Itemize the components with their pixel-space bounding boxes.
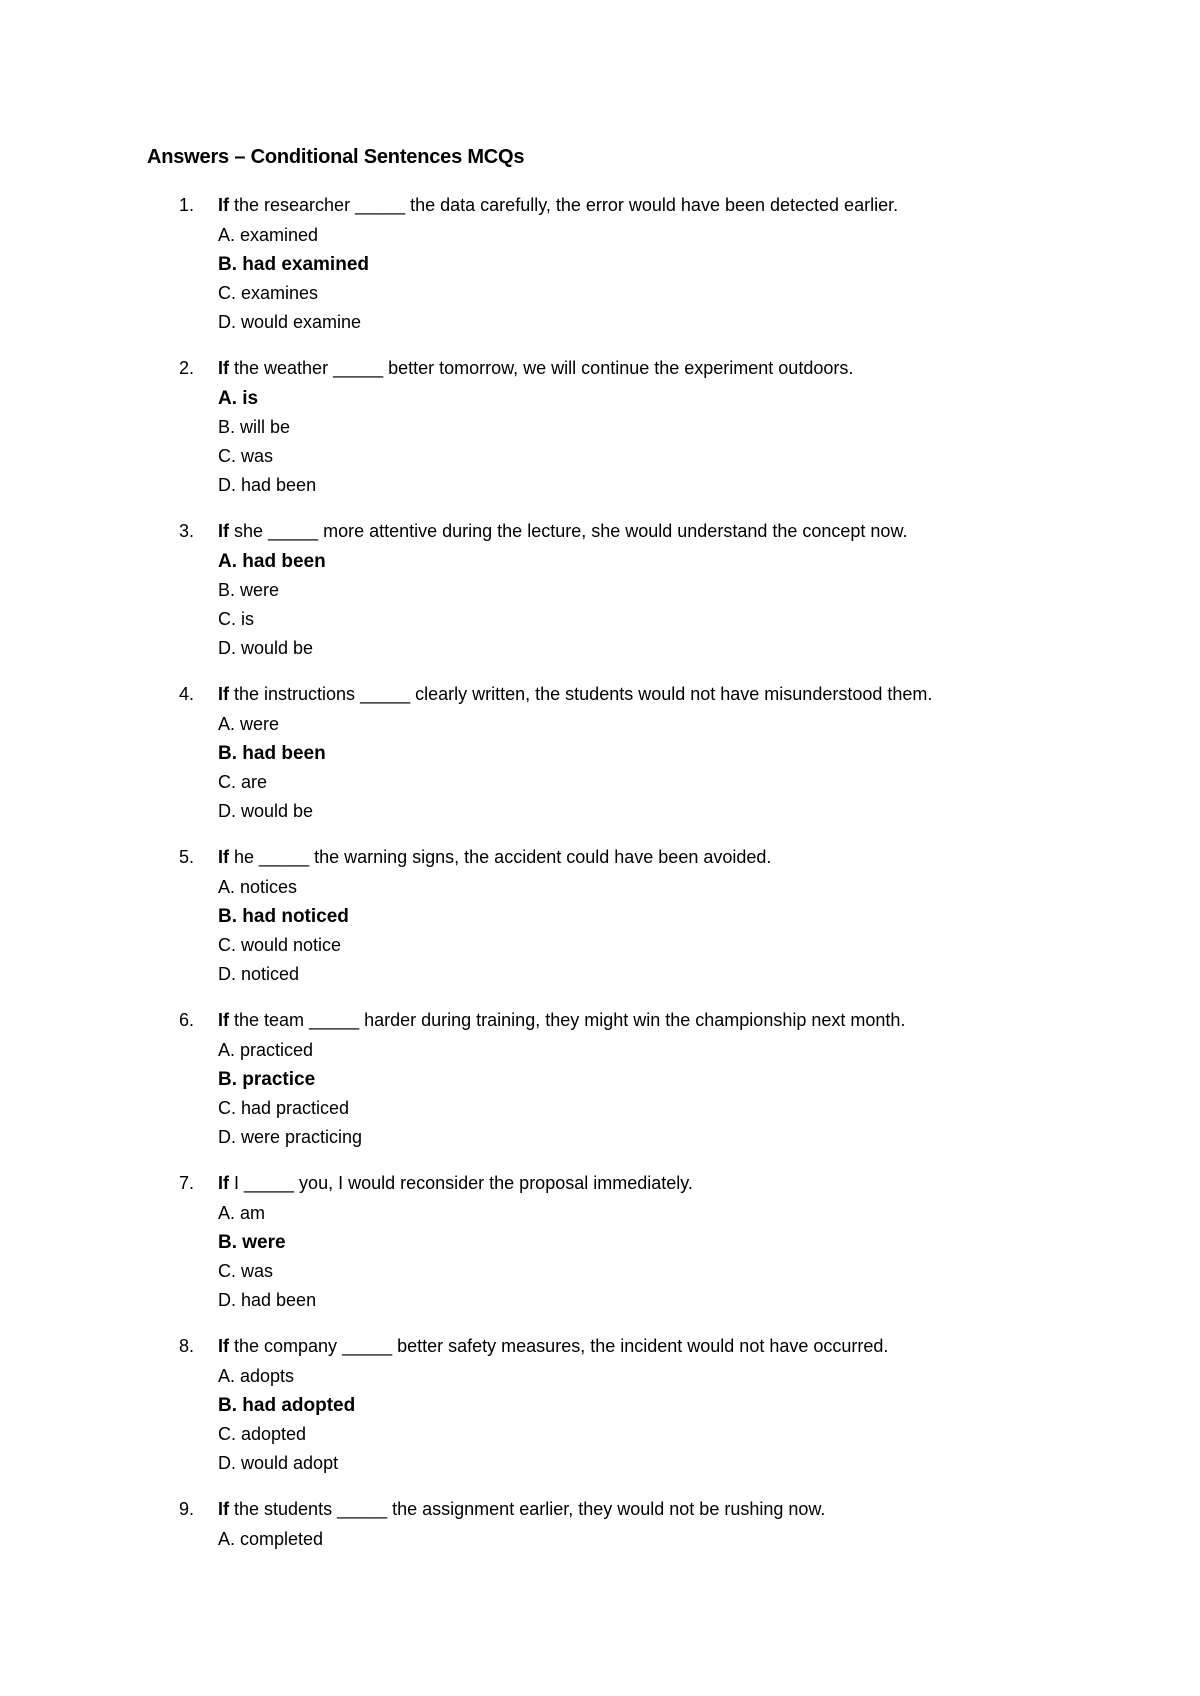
correct-answer-option: B. had adopted [218, 1395, 356, 1416]
answer-option: A. were [218, 714, 280, 734]
correct-answer-option: B. had examined [218, 254, 369, 275]
answer-option: D. would be [218, 801, 314, 821]
answer-option: A. adopts [218, 1366, 295, 1386]
answer-option: D. noticed [218, 964, 300, 984]
answer-option: C. examines [218, 283, 319, 303]
question-item [0, 1171, 1200, 1334]
answer-options [218, 710, 326, 826]
question-lead-word: If [218, 1173, 229, 1193]
question-item [0, 845, 1200, 1008]
answer-option: C. adopted [218, 1424, 307, 1444]
answer-options [218, 1199, 316, 1315]
question-number: 3. [179, 521, 195, 541]
answer-options [218, 1525, 323, 1554]
question-list [0, 193, 1200, 1660]
answer-option: C. is [218, 609, 254, 629]
question-lead-word: If [218, 847, 229, 867]
question-text [218, 519, 907, 543]
question-body: the students _____ the assignment earlier, they would not be rushing now. [229, 1499, 826, 1519]
answer-option: A. practiced [218, 1040, 314, 1060]
answer-option: A. examined [218, 225, 319, 245]
question-body: she _____ more attentive during the lecture, she would understand the concept now. [229, 521, 908, 541]
answer-options [218, 1036, 362, 1152]
question-body: the company _____ better safety measures, the incident would not have occurred. [229, 1336, 889, 1356]
correct-answer-option: B. had noticed [218, 906, 349, 927]
question-lead-word: If [218, 358, 229, 378]
answer-options [218, 1362, 355, 1478]
question-item [0, 1497, 1200, 1660]
question-text [218, 682, 932, 706]
question-number: 5. [179, 847, 195, 867]
question-text [218, 1171, 693, 1195]
question-number: 9. [179, 1499, 195, 1519]
answer-option: D. would be [218, 638, 314, 658]
question-number: 2. [179, 358, 195, 378]
answer-options [218, 384, 316, 500]
answer-option: B. will be [218, 417, 291, 437]
question-item [0, 1334, 1200, 1497]
answer-option: C. was [218, 1261, 274, 1281]
question-text [218, 1497, 825, 1521]
question-number: 8. [179, 1336, 195, 1356]
question-item [0, 193, 1200, 356]
question-text [218, 1334, 888, 1358]
question-body: I _____ you, I would reconsider the proposal immediately. [229, 1173, 693, 1193]
question-lead-word: If [218, 684, 229, 704]
answer-option: D. would adopt [218, 1453, 339, 1473]
question-item [0, 519, 1200, 682]
answer-option: A. am [218, 1203, 266, 1223]
question-lead-word: If [218, 1499, 229, 1519]
question-item [0, 356, 1200, 519]
question-text [218, 845, 771, 869]
answer-option: A. completed [218, 1529, 324, 1549]
answer-option: C. had practiced [218, 1098, 350, 1118]
question-item [0, 682, 1200, 845]
answer-option: B. were [218, 580, 280, 600]
correct-answer-option: A. is [218, 388, 259, 409]
question-number: 6. [179, 1010, 195, 1030]
question-text [218, 193, 898, 217]
answer-option: C. are [218, 772, 268, 792]
question-lead-word: If [218, 195, 229, 215]
correct-answer-option: A. had been [218, 551, 326, 572]
question-body: the instructions _____ clearly written, the students would not have misunderstood them. [229, 684, 933, 704]
answer-option: D. had been [218, 475, 317, 495]
question-number: 1. [179, 195, 195, 215]
answer-option: A. notices [218, 877, 298, 897]
question-text [218, 356, 853, 380]
question-number: 4. [179, 684, 195, 704]
answer-options [218, 221, 369, 337]
question-lead-word: If [218, 1010, 229, 1030]
correct-answer-option: B. had been [218, 743, 326, 764]
question-number: 7. [179, 1173, 195, 1193]
question-body: the team _____ harder during training, they might win the championship next month. [229, 1010, 906, 1030]
answer-option: C. was [218, 446, 274, 466]
document-title: Answers – Conditional Sentences MCQs [147, 146, 525, 168]
answer-option: C. would notice [218, 935, 342, 955]
answer-options [218, 547, 326, 663]
question-body: he _____ the warning signs, the accident could have been avoided. [229, 847, 772, 867]
question-item [0, 1008, 1200, 1171]
answer-option: D. would examine [218, 312, 362, 332]
answer-option: D. had been [218, 1290, 317, 1310]
question-lead-word: If [218, 1336, 229, 1356]
correct-answer-option: B. were [218, 1232, 286, 1253]
question-lead-word: If [218, 521, 229, 541]
correct-answer-option: B. practice [218, 1069, 316, 1090]
answer-options [218, 873, 349, 989]
question-body: the researcher _____ the data carefully, the error would have been detected earlier. [229, 195, 899, 215]
question-body: the weather _____ better tomorrow, we will continue the experiment outdoors. [229, 358, 854, 378]
question-text [218, 1008, 905, 1032]
answer-option: D. were practicing [218, 1127, 363, 1147]
